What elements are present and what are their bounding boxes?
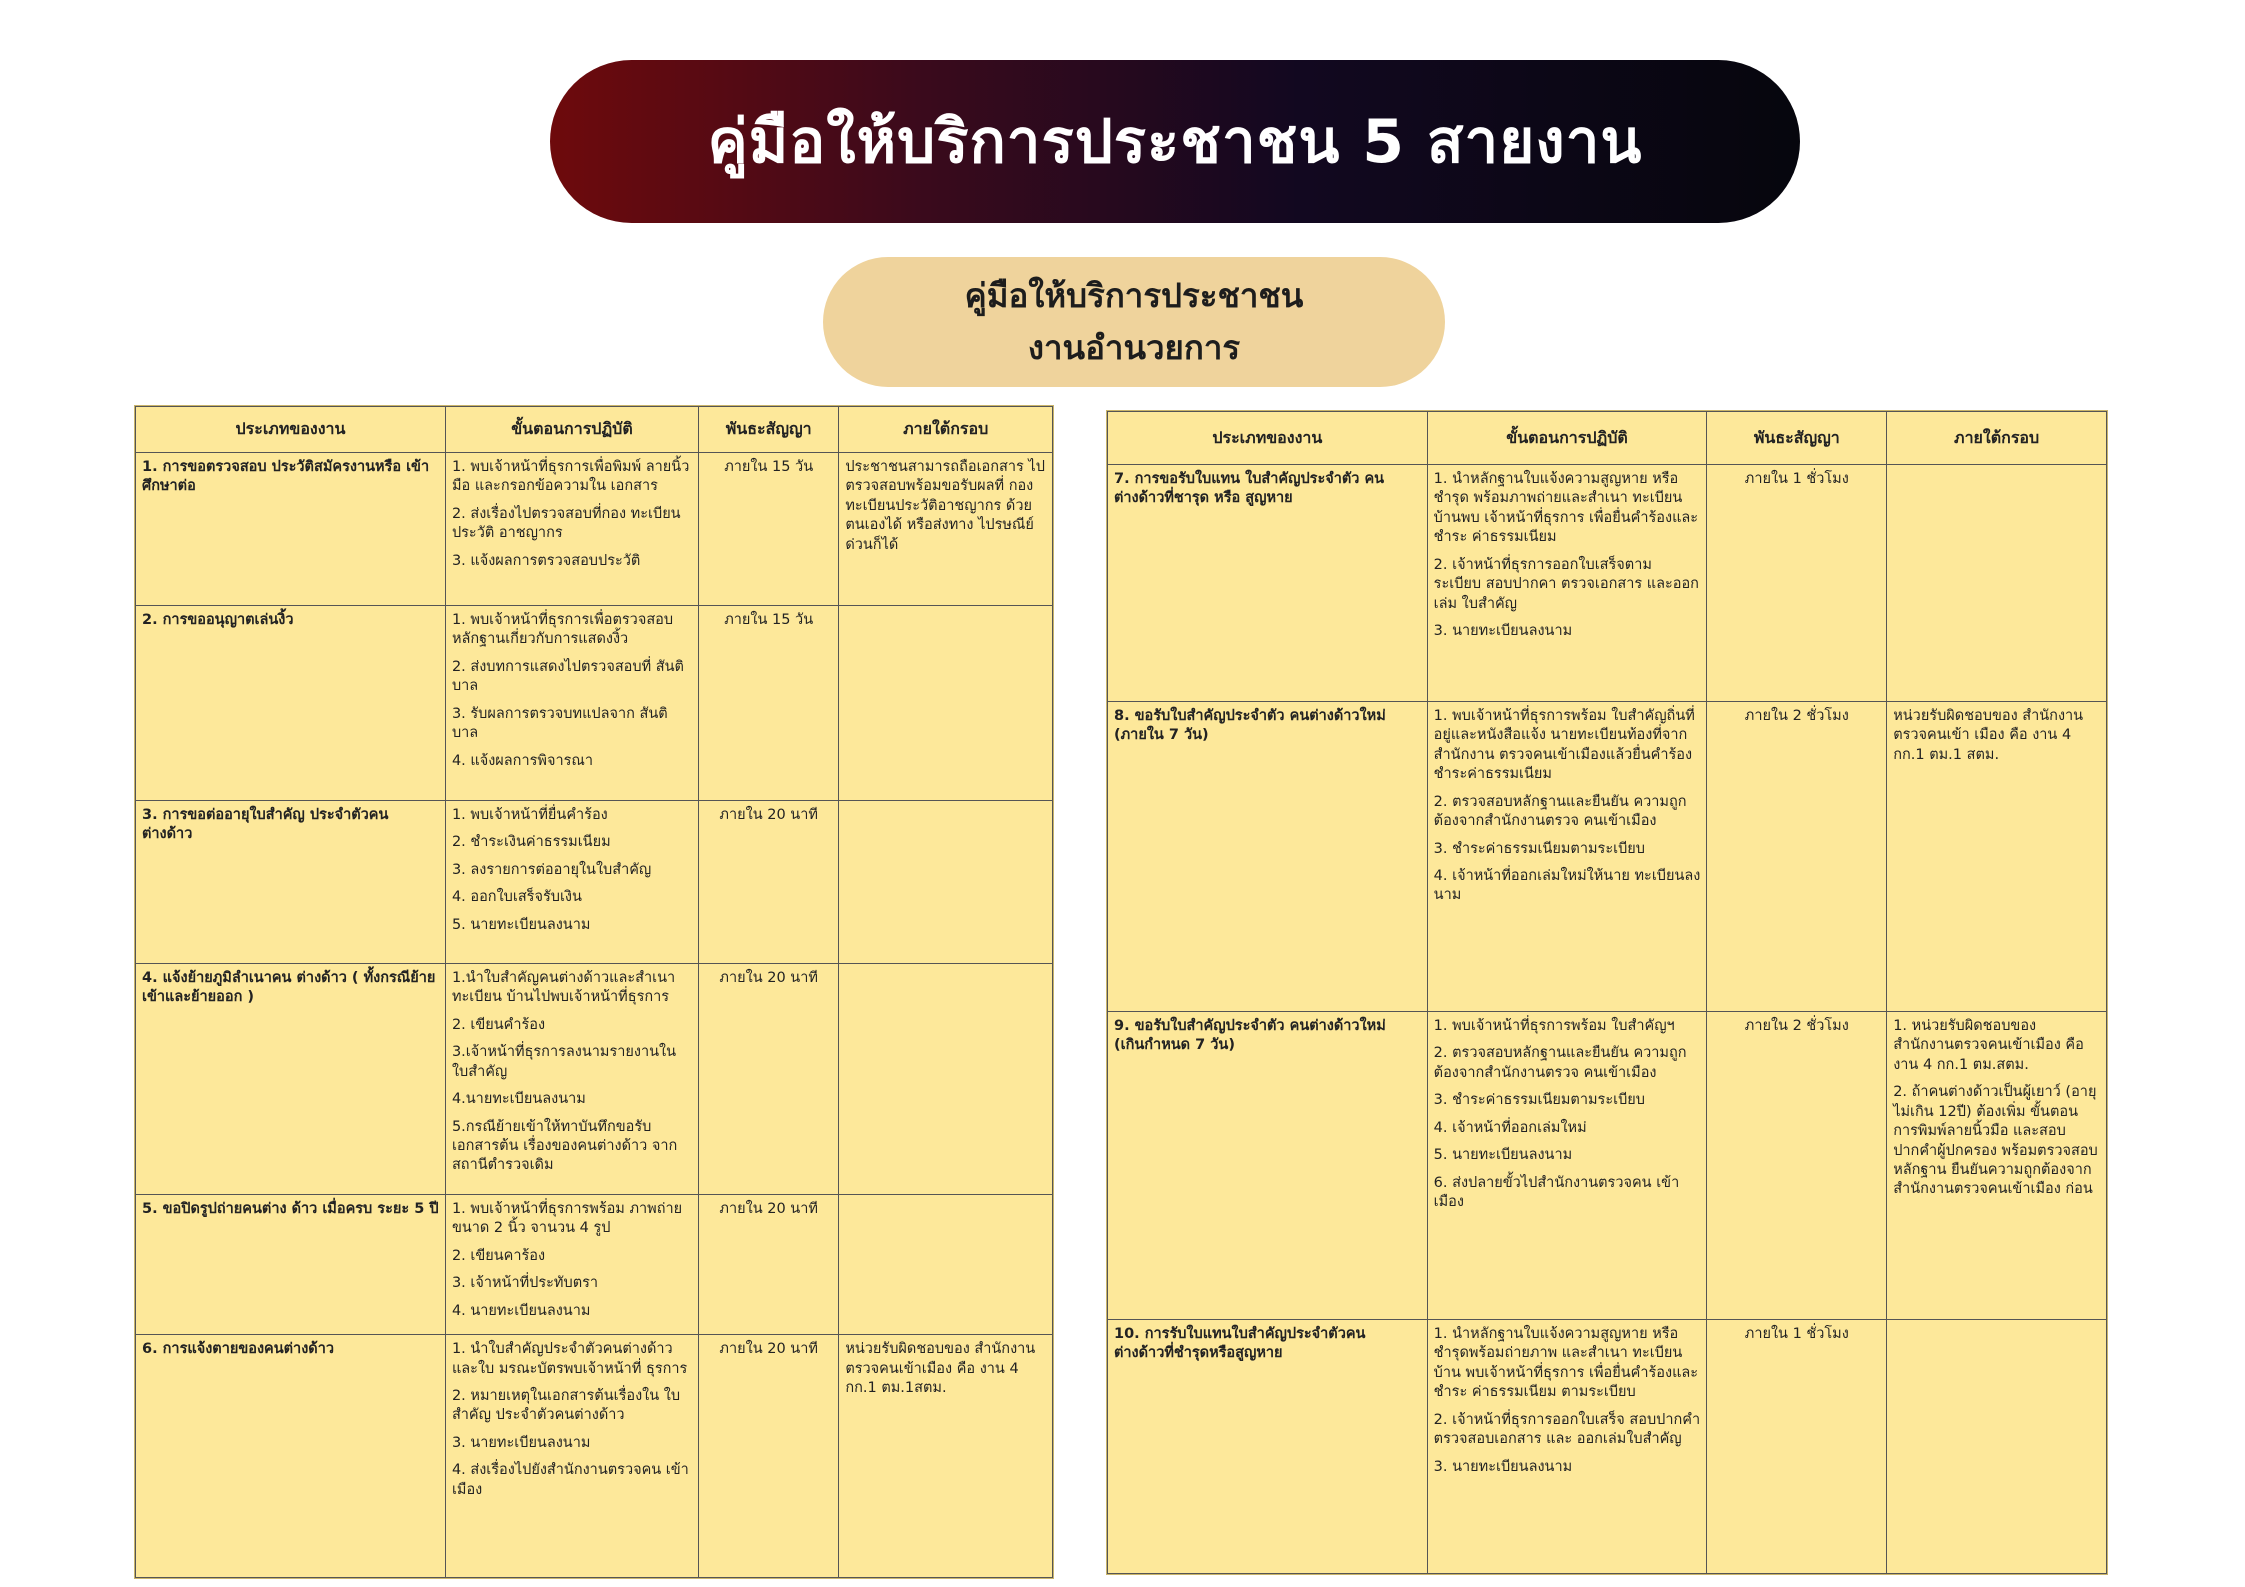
table-row [1108, 1012, 2107, 1320]
service-step: 1.นำใบสำคัญคนต่างด้าวและสำเนา ทะเบียน บ้านไปพบเจ้าหน้าที่ธุรการ [451, 970, 676, 1006]
service-duration: ภายใน 20 นาที [699, 1195, 839, 1335]
service-duration: ภายใน 20 นาที [699, 964, 839, 1195]
service-step: 1. พบเจ้าหน้าที่ยื่นคำร้อง [451, 807, 608, 823]
service-step: 3. ชำระค่าธรรมเนียมตามระเบียบ [1433, 840, 1645, 857]
service-steps [445, 801, 698, 964]
service-steps [445, 606, 698, 801]
service-step: 5. นายทะเบียนลงนาม [1433, 1147, 1573, 1164]
service-step: 1. พบเจ้าหน้าที่ธุรการพร้อม ภาพถ่ายขนาด 2 นิ้ว จานวน 4 รูป [451, 1201, 683, 1237]
service-duration: ภายใน 1 ชั่วโมง [1707, 465, 1887, 702]
table-row [136, 606, 1053, 801]
service-step: 2. ตรวจสอบหลักฐานและยืนยัน ความถูกต้องจากสำนักงานตรวจ คนเข้าเมือง [1433, 1045, 1687, 1081]
service-steps [445, 964, 698, 1195]
service-remark [1887, 1320, 2107, 1574]
service-step: 2. ตรวจสอบหลักฐานและยืนยัน ความถูกต้องจากสำนักงานตรวจ คนเข้าเมือง [1433, 793, 1687, 830]
service-type: 3. การขอต่ออายุใบสำคัญ ประจำตัวคน ต่างด้าว [136, 801, 446, 964]
service-step: 3.เจ้าหน้าที่ธุรการลงนามรายงานใน ใบสำคัญ [451, 1044, 677, 1080]
service-step: 1. พบเจ้าหน้าที่ธุรการเพื่อตรวจสอบ หลักฐานเกี่ยวกับการแสดงงิ้ว [451, 612, 674, 648]
service-type: 7. การขอรับใบแทน ใบสำคัญประจำตัว คนต่างด้าวที่ชารุด หรือ สูญหาย [1108, 465, 1428, 702]
service-remark [839, 964, 1053, 1195]
service-type: 8. ขอรับใบสำคัญประจำตัว คนต่างด้าวใหม่ (ภายใน 7 วัน) [1108, 702, 1428, 1012]
service-step: 3. ชำระค่าธรรมเนียมตามระเบียบ [1433, 1092, 1645, 1109]
subtitle-pill [823, 257, 1445, 387]
service-step: 4. ออกใบเสร็จรับเงิน [451, 889, 582, 906]
service-step: 2. เจ้าหน้าที่ธุรการออกใบเสร็จตาม ระเบียบ สอบปากคา ตรวจเอกสาร และออกเล่ม ใบสำคัญ [1433, 556, 1699, 612]
service-step: 2. เขียนคำร้อง [451, 1016, 546, 1033]
table-row [136, 1195, 1053, 1335]
service-step: 4.นายทะเบียนลงนาม [451, 1091, 586, 1108]
column-header-commitment: พันธะสัญญา [699, 407, 839, 453]
table-header-row [136, 407, 1053, 453]
page-title: คู่มือให้บริการประชาชน 5 สายงาน [707, 107, 1643, 177]
column-header-steps: ขั้นตอนการปฏิบัติ [1427, 412, 1707, 465]
service-type: 10. การรับใบแทนใบสำคัญประจำตัวคน ต่างด้าวที่ชำรุดหรือสูญหาย [1108, 1320, 1428, 1574]
remark-item: 1. หน่วยรับผิดชอบของ สำนักงานตรวจคนเข้าเมือง คือ งาน 4 กก.1 ตม.สตม. [1893, 1018, 2084, 1073]
service-step: 1. นำหลักฐานใบแจ้งความสูญหาย หรือชำรุดพร้อมถ่ายภาพ และสำเนา ทะเบียนบ้าน พบเจ้าหน้าที่ธุรการ เพื่อยื่นคำร้องและชำระ ค่าธรรมเนียม ตามระเบียบ [1433, 1326, 1699, 1401]
service-step: 2. เจ้าหน้าที่ธุรการออกใบเสร็จ สอบปากคำ ตรวจสอบเอกสาร และ ออกเล่มใบสำคัญ [1433, 1411, 1701, 1448]
service-remark [1887, 1012, 2107, 1320]
table-header-row [1108, 412, 2107, 465]
service-steps [1427, 1012, 1707, 1320]
column-header-framework: ภายใต้กรอบ [1887, 412, 2107, 465]
service-step: 2. ชำระเงินค่าธรรมเนียม [451, 834, 611, 851]
service-duration: ภายใน 20 นาที [699, 1335, 839, 1578]
service-type: 6. การแจ้งตายของคนต่างด้าว [136, 1335, 446, 1578]
remark-item: 2. ถ้าคนต่างด้าวเป็นผู้เยาว์ (อายุไม่เกิน 12ปี) ต้องเพิ่ม ขั้นตอนการพิมพ์ลายนิ้วมือ และสอบปากคำผู้ปกครอง พร้อมตรวจสอบหลักฐาน ยืนยันความถูกต้องจาก สำนักงานตรวจคนเข้าเมือง ก่อน [1893, 1084, 2098, 1198]
service-type: 9. ขอรับใบสำคัญประจำตัว คนต่างด้าวใหม่ (เกินกำหนด 7 วัน) [1108, 1012, 1428, 1320]
column-header-steps: ขั้นตอนการปฏิบัติ [445, 407, 698, 453]
service-step: 5. นายทะเบียนลงนาม [451, 916, 591, 933]
right-service-table [1106, 410, 2108, 1575]
service-step: 3. แจ้งผลการตรวจสอบประวัติ [451, 552, 641, 569]
service-steps [445, 453, 698, 606]
service-step: 1. พบเจ้าหน้าที่ธุรการพร้อม ใบสำคัญฯ [1433, 1018, 1675, 1034]
service-duration: ภายใน 2 ชั่วโมง [1707, 702, 1887, 1012]
service-steps [1427, 465, 1707, 702]
service-remark [1887, 465, 2107, 702]
service-step: 2. ส่งเรื่องไปตรวจสอบที่กอง ทะเบียนประวัติ อาชญากร [451, 505, 681, 542]
service-steps [445, 1195, 698, 1335]
service-step: 3. เจ้าหน้าที่ประทับตรา [451, 1275, 599, 1292]
column-header-type: ประเภทของงาน [1108, 412, 1428, 465]
service-remark [839, 1195, 1053, 1335]
service-step: 2. เขียนคาร้อง [451, 1247, 546, 1264]
table-row [136, 453, 1053, 606]
service-step: 5.กรณีย้ายเข้าให้ทาบันทึกขอรับ เอกสารต้น เรื่องของคนต่างด้าว จากสถานีตำรวจเดิม [451, 1118, 678, 1174]
column-header-commitment: พันธะสัญญา [1707, 412, 1887, 465]
table-row [136, 964, 1053, 1195]
service-step: 3. นายทะเบียนลงนาม [1433, 1458, 1573, 1475]
subtitle-line-1: คู่มือให้บริการประชาชน [964, 276, 1304, 315]
column-header-type: ประเภทของงาน [136, 407, 446, 453]
title-banner [550, 60, 1800, 223]
column-header-framework: ภายใต้กรอบ [839, 407, 1053, 453]
service-duration: ภายใน 2 ชั่วโมง [1707, 1012, 1887, 1320]
service-step: 1. พบเจ้าหน้าที่ธุรการเพื่อพิมพ์ ลายนิ้วมือ และกรอกข้อความใน เอกสาร [451, 459, 690, 495]
service-steps [1427, 702, 1707, 1012]
service-remark: หน่วยรับผิดชอบของ สำนักงานตรวจคนเข้า เมือง คือ งาน 4 กก.1 ตม.1 สตม. [1887, 702, 2107, 1012]
service-type: 4. แจ้งย้ายภูมิลำเนาคน ต่างด้าว ( ทั้งกรณีย้าย เข้าและย้ายออก ) [136, 964, 446, 1195]
service-step: 3. ลงรายการต่ออายุในใบสำคัญ [451, 861, 652, 878]
service-step: 4. นายทะเบียนลงนาม [451, 1302, 591, 1319]
service-duration: ภายใน 15 วัน [699, 453, 839, 606]
service-step: 1. นำหลักฐานใบแจ้งความสูญหาย หรือชำรุด พร้อมภาพถ่ายและสำเนา ทะเบียนบ้านพบ เจ้าหน้าที่ธุรการ เพื่อยื่นคำร้องและชำระ ค่าธรรมเนียม [1433, 471, 1699, 546]
service-remark: หน่วยรับผิดชอบของ สำนักงานตรวจคนเข้าเมือง คือ งาน 4 กก.1 ตม.1สตม. [839, 1335, 1053, 1578]
service-remark [839, 801, 1053, 964]
left-service-table [134, 405, 1054, 1579]
table-row [1108, 1320, 2107, 1574]
service-step: 6. ส่งปลายขั้วไปสำนักงานตรวจคน เข้าเมือง [1433, 1174, 1680, 1210]
service-steps [1427, 1320, 1707, 1574]
table-row [136, 1335, 1053, 1578]
service-duration: ภายใน 1 ชั่วโมง [1707, 1320, 1887, 1574]
service-remark: ประชาชนสามารถถือเอกสาร ไปตรวจสอบพร้อมขอรับผลที่ กองทะเบียนประวัติอาชญากร ด้วยตนเองได้ หรือส่งทาง ไปรษณีย์ด่วนก็ได้ [839, 453, 1053, 606]
service-step: 4. แจ้งผลการพิจารณา [451, 752, 593, 769]
service-step: 3. นายทะเบียนลงนาม [451, 1434, 591, 1451]
service-step: 2. ส่งบทการแสดงไปตรวจสอบที่ สันติบาล [451, 658, 684, 695]
service-duration: ภายใน 20 นาที [699, 801, 839, 964]
service-step: 3. รับผลการตรวจบทแปลจาก สันติบาล [451, 705, 668, 742]
table-row [1108, 702, 2107, 1012]
service-type: 5. ขอปิดรูปถ่ายคนต่าง ด้าว เมื่อครบ ระยะ 5 ปี [136, 1195, 446, 1335]
service-step: 1. นำใบสำคัญประจำตัวคนต่างด้าว และใบ มรณะบัตรพบเจ้าหน้าที่ ธุรการ [451, 1341, 688, 1377]
subtitle-line-2: งานอำนวยการ [1027, 328, 1241, 367]
service-step: 4. เจ้าหน้าที่ออกเล่มใหม่ให้นาย ทะเบียนลงนาม [1433, 867, 1701, 904]
service-step: 4. เจ้าหน้าที่ออกเล่มใหม่ [1433, 1119, 1587, 1136]
service-duration: ภายใน 15 วัน [699, 606, 839, 801]
service-type: 1. การขอตรวจสอบ ประวัติสมัครงานหรือ เข้าศึกษาต่อ [136, 453, 446, 606]
service-steps [445, 1335, 698, 1578]
service-type: 2. การขออนุญาตเล่นงิ้ว [136, 606, 446, 801]
table-row [1108, 465, 2107, 702]
service-step: 4. ส่งเรื่องไปยังสำนักงานตรวจคน เข้าเมือง [451, 1462, 689, 1498]
service-step: 2. หมายเหตุในเอกสารต้นเรื่องใน ใบสำคัญ ประจำตัวคนต่างด้าว [451, 1387, 681, 1424]
table-row [136, 801, 1053, 964]
service-remark [839, 606, 1053, 801]
service-step: 1. พบเจ้าหน้าที่ธุรการพร้อม ใบสำคัญถิ่นที่อยู่และหนังสือแจ้ง นายทะเบียนท้องที่จากสำนักงาน ตรวจคนเข้าเมืองแล้วยื่นคำร้อง ชำระค่าธรรมเนียม [1433, 708, 1695, 783]
service-step: 3. นายทะเบียนลงนาม [1433, 622, 1573, 639]
